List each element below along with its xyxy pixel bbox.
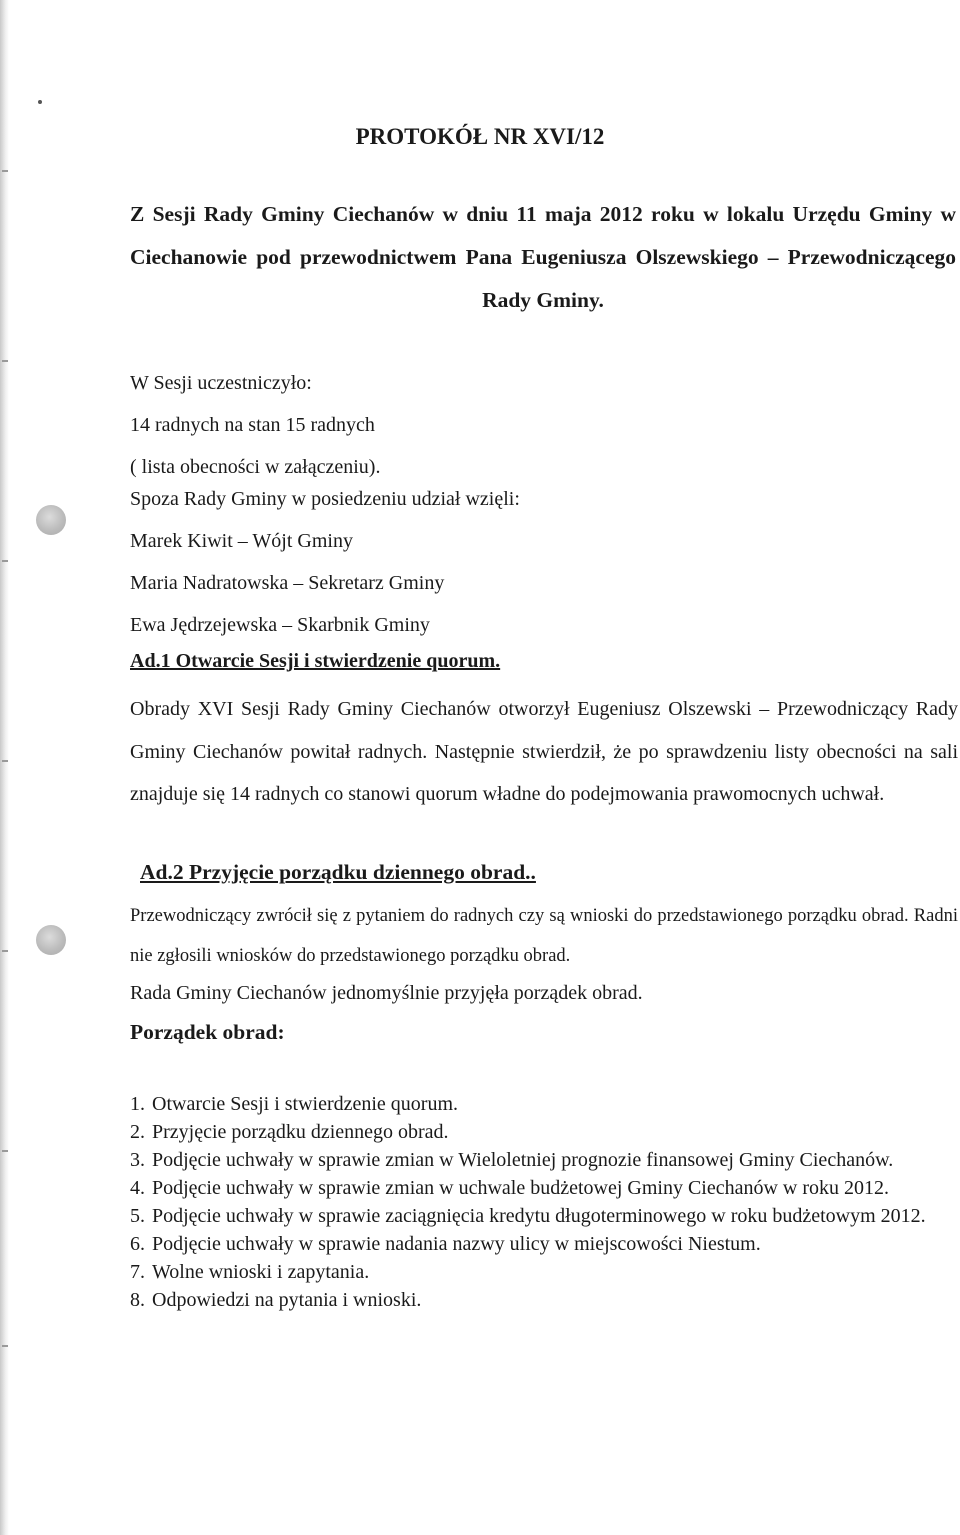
agenda-item <box>130 1118 958 1146</box>
ad2-heading: Ad.2 Przyjęcie porządku dziennego obrad.. <box>140 860 536 884</box>
agenda-item <box>130 1202 958 1230</box>
agenda-item-number: 6. <box>130 1233 145 1255</box>
agenda-item-number: 8. <box>130 1289 145 1311</box>
agenda-item <box>130 1230 958 1258</box>
ad1-heading: Ad.1 Otwarcie Sesji i stwierdzenie quorum. <box>130 650 501 672</box>
scan-edge-mark <box>2 360 8 362</box>
agenda-item-number: 5. <box>130 1205 145 1227</box>
agenda-item-text: Podjęcie uchwały w sprawie zaciągnięcia kredytu długoterminowego w roku budżetowym 2012. <box>152 1205 926 1227</box>
attendance-line: ( lista obecności w załączeniu). <box>130 456 381 478</box>
agenda-item-number: 2. <box>130 1121 145 1143</box>
agenda-item <box>130 1286 958 1314</box>
scan-edge-mark <box>2 1345 8 1347</box>
scan-edge-mark <box>2 760 8 762</box>
guest-line: Marek Kiwit – Wójt Gminy <box>130 530 353 552</box>
guest-line: Ewa Jędrzejewska – Skarbnik Gminy <box>130 614 430 636</box>
session-header: Z Sesji Rady Gminy Ciechanów w dniu 11 maja 2012 roku w lokalu Urzędu Gminy w Ciechanowie pod przewodnictwem Pana Eugeniusza Olszewskiego – Przewodniczącego Rady Gminy. <box>130 202 956 312</box>
agenda-item-number: 7. <box>130 1261 145 1283</box>
ad2-body: Przewodniczący zwrócił się z pytaniem do radnych czy są wnioski do przedstawionego porządku obrad. Radni nie zgłosili wniosków do przedstawionego porządku obrad. <box>130 906 958 966</box>
agenda-item-text: Podjęcie uchwały w sprawie zmian w Wieloletniej prognozie finansowej Gminy Ciechanów. <box>152 1149 894 1171</box>
guests-block <box>130 478 960 646</box>
attendance-line: 14 radnych na stan 15 radnych <box>130 414 375 436</box>
scan-dot <box>38 100 42 104</box>
agenda-item-text: Podjęcie uchwały w sprawie zmian w uchwale budżetowej Gminy Ciechanów w roku 2012. <box>152 1177 890 1199</box>
attendance-line: W Sesji uczestniczyło: <box>130 372 312 394</box>
guest-line: Maria Nadratowska – Sekretarz Gminy <box>130 572 445 594</box>
agenda-item-text: Wolne wnioski i zapytania. <box>152 1261 370 1283</box>
punch-hole-icon <box>36 505 66 535</box>
agenda-item <box>130 1146 958 1174</box>
agenda-item-number: 1. <box>130 1093 145 1115</box>
agenda-item-number: 3. <box>130 1149 145 1171</box>
punch-hole-icon <box>36 925 66 955</box>
agenda-item-text: Odpowiedzi na pytania i wnioski. <box>152 1289 422 1311</box>
agenda-item <box>130 1090 958 1118</box>
agenda-item-text: Otwarcie Sesji i stwierdzenie quorum. <box>152 1093 459 1115</box>
agenda-list <box>130 1090 958 1314</box>
ad1-body: Obrady XVI Sesji Rady Gminy Ciechanów otworzył Eugeniusz Olszewski – Przewodniczący Rady Gminy Ciechanów powitał radnych. Następnie stwierdził, że po sprawdzeniu listy obecności na sali znajduje się 14 radnych co stanowi quorum władne do podejmowania prawomocnych uchwał. <box>130 698 958 805</box>
agenda-heading: Porządek obrad: <box>130 1020 285 1044</box>
agenda-item-text: Podjęcie uchwały w sprawie nadania nazwy ulicy w miejscowości Niestum. <box>152 1233 761 1255</box>
agenda-item <box>130 1174 958 1202</box>
agenda-item-text: Przyjęcie porządku dziennego obrad. <box>152 1121 449 1143</box>
scan-edge-mark <box>2 170 8 172</box>
scan-edge-mark <box>2 950 8 952</box>
attendance-block <box>130 362 960 488</box>
ad2-result: Rada Gminy Ciechanów jednomyślnie przyjęła porządek obrad. <box>130 982 643 1004</box>
agenda-item <box>130 1258 958 1286</box>
document-title: PROTOKÓŁ NR XVI/12 <box>355 124 605 149</box>
agenda-item-number: 4. <box>130 1177 145 1199</box>
scan-edge-mark <box>2 560 8 562</box>
scan-left-edge <box>0 0 9 1535</box>
scan-edge-mark <box>2 1150 8 1152</box>
guests-intro: Spoza Rady Gminy w posiedzeniu udział wzięli: <box>130 488 520 510</box>
